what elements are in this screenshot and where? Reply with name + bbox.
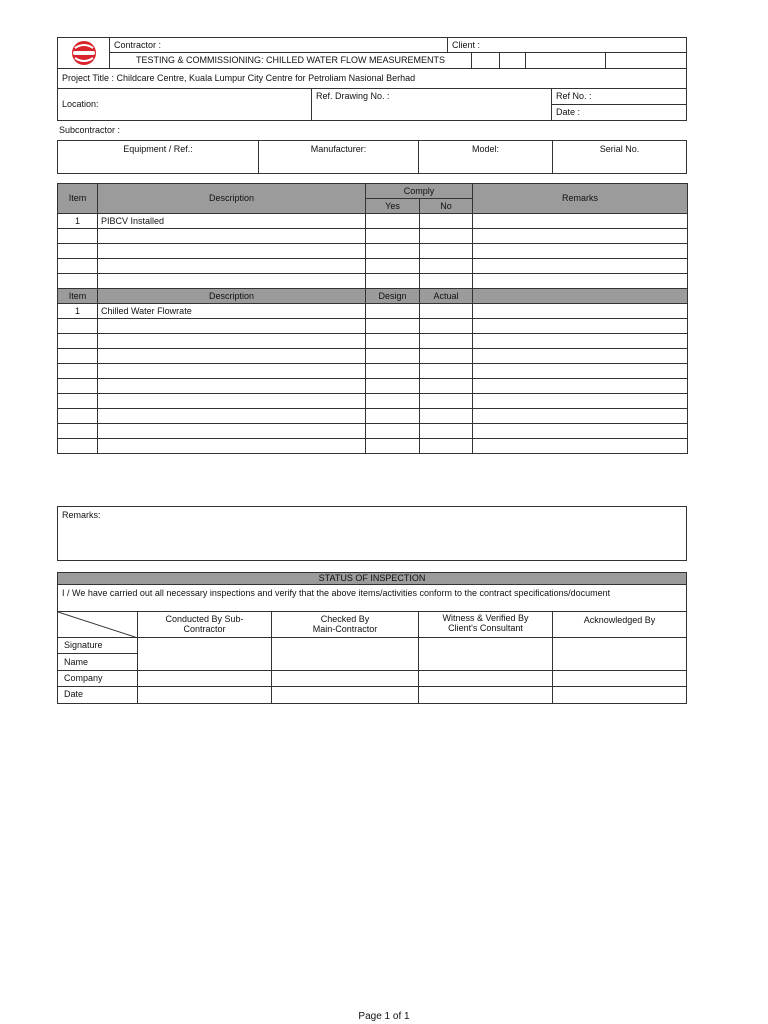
actual-cell[interactable] [420, 379, 473, 394]
actual-cell[interactable] [420, 304, 473, 319]
remarks-cell[interactable] [473, 319, 688, 334]
checked-by-line2: Main-Contractor [312, 624, 378, 634]
remarks-cell[interactable] [473, 274, 688, 289]
table-row [58, 364, 688, 379]
yes-cell[interactable] [366, 259, 420, 274]
item-cell [58, 439, 98, 454]
description-cell [98, 244, 366, 259]
header-block [57, 37, 687, 121]
item-header: Item [58, 184, 98, 214]
title-cell [526, 53, 606, 68]
checked-by-header [272, 612, 419, 638]
actual-cell[interactable] [420, 424, 473, 439]
table-row [58, 259, 688, 274]
table-row [58, 334, 688, 349]
company-label: Company [58, 671, 138, 687]
description-cell [98, 424, 366, 439]
item-cell [58, 379, 98, 394]
flow-body [58, 304, 688, 454]
diagonal-cell [58, 612, 138, 638]
description-cell [98, 259, 366, 274]
table-row [58, 304, 688, 319]
table-row [58, 214, 688, 229]
declaration-text: I / We have carried out all necessary inspections and verify that the above items/activities conform to the contract specifications/document [58, 585, 686, 612]
table-row [58, 394, 688, 409]
model-label: Model: [419, 141, 553, 173]
ref-no-label: Ref No. : [552, 89, 686, 105]
item-cell [58, 394, 98, 409]
table-row [58, 439, 688, 454]
remarks-cell[interactable] [473, 334, 688, 349]
item-cell: 1 [58, 214, 98, 229]
company-logo [58, 38, 110, 68]
remarks-cell[interactable] [473, 244, 688, 259]
remarks-label: Remarks: [62, 510, 101, 520]
flow-remarks-header [473, 289, 688, 304]
item-cell [58, 259, 98, 274]
actual-cell[interactable] [420, 349, 473, 364]
description-cell: Chilled Water Flowrate [98, 304, 366, 319]
contractor-label: Contractor : [110, 38, 448, 53]
table-row [58, 229, 688, 244]
flow-header-row [58, 289, 688, 304]
remarks-cell[interactable] [473, 379, 688, 394]
design-cell[interactable] [366, 424, 420, 439]
description-cell [98, 319, 366, 334]
checklist-table [57, 183, 688, 454]
description-cell [98, 334, 366, 349]
yes-cell[interactable] [366, 229, 420, 244]
description-cell [98, 379, 366, 394]
remarks-cell[interactable] [473, 304, 688, 319]
item-cell [58, 334, 98, 349]
serial-no-label: Serial No. [599, 144, 640, 154]
form-title: TESTING & COMMISSIONING: CHILLED WATER FLOW MEASUREMENTS [110, 53, 472, 68]
company-cell[interactable] [272, 671, 419, 687]
remarks-cell[interactable] [473, 349, 688, 364]
remarks-cell[interactable] [473, 424, 688, 439]
date-row-label: Date [58, 687, 138, 703]
remarks-cell[interactable] [473, 229, 688, 244]
remarks-cell[interactable] [473, 259, 688, 274]
design-cell[interactable] [366, 334, 420, 349]
ref-drawing-label: Ref. Drawing No. : [312, 89, 552, 120]
description-cell [98, 439, 366, 454]
actual-cell[interactable] [420, 334, 473, 349]
inspection-block [57, 572, 687, 704]
table-row [58, 379, 688, 394]
logo-icon [58, 38, 110, 68]
actual-header: Actual [420, 289, 473, 304]
checklist-header-row [58, 184, 688, 199]
actual-cell[interactable] [420, 439, 473, 454]
description-cell [98, 274, 366, 289]
table-row [58, 319, 688, 334]
actual-cell[interactable] [420, 409, 473, 424]
witness-line1: Witness & Verified By [442, 613, 529, 623]
table-row [58, 349, 688, 364]
manufacturer-label: Manufacturer: [259, 141, 419, 173]
item-cell [58, 364, 98, 379]
design-header: Design [366, 289, 420, 304]
yes-cell[interactable] [366, 244, 420, 259]
date-cell[interactable] [272, 687, 419, 703]
design-cell[interactable] [366, 394, 420, 409]
acknowledged-by-header: Acknowledged By [553, 612, 686, 638]
actual-cell[interactable] [420, 394, 473, 409]
remarks-header: Remarks [473, 184, 688, 214]
design-cell[interactable] [366, 364, 420, 379]
signature-cell[interactable] [553, 638, 686, 671]
date-label: Date : [556, 107, 581, 117]
design-cell[interactable] [366, 349, 420, 364]
design-cell[interactable] [366, 439, 420, 454]
witness-header [419, 612, 553, 638]
yes-header: Yes [366, 199, 420, 214]
description-cell [98, 394, 366, 409]
design-cell[interactable] [366, 409, 420, 424]
company-cell[interactable] [419, 671, 553, 687]
subcontractor-label: Subcontractor : [59, 125, 121, 135]
company-cell[interactable] [553, 671, 686, 687]
conducted-by-line2: Contractor [183, 624, 226, 634]
table-row [58, 424, 688, 439]
remarks-cell[interactable] [473, 409, 688, 424]
signature-label: Signature [58, 638, 138, 654]
no-cell[interactable] [420, 214, 473, 229]
item-cell [58, 349, 98, 364]
actual-cell[interactable] [420, 319, 473, 334]
title-cell [472, 53, 500, 68]
date-cell[interactable] [419, 687, 553, 703]
diagonal-line [58, 612, 138, 638]
remarks-cell[interactable] [473, 364, 688, 379]
item-cell [58, 424, 98, 439]
remarks-cell[interactable] [473, 394, 688, 409]
no-cell[interactable] [420, 229, 473, 244]
title-cell [500, 53, 526, 68]
design-cell[interactable] [366, 379, 420, 394]
design-cell[interactable] [366, 304, 420, 319]
comply-header: Comply [366, 184, 473, 199]
item-cell: 1 [58, 304, 98, 319]
description-cell [98, 409, 366, 424]
item-cell [58, 409, 98, 424]
name-label: Name [58, 654, 138, 671]
date-cell[interactable] [553, 687, 686, 703]
item-cell [58, 274, 98, 289]
equipment-label: Equipment / Ref.: [58, 141, 259, 173]
signature-cell[interactable] [138, 638, 272, 671]
yes-cell[interactable] [366, 214, 420, 229]
equipment-box [57, 140, 687, 174]
company-cell[interactable] [138, 671, 272, 687]
table-row [58, 274, 688, 289]
item-cell [58, 244, 98, 259]
no-cell[interactable] [420, 259, 473, 274]
table-row [58, 244, 688, 259]
project-title: Project Title : Childcare Centre, Kuala Lumpur City Centre for Petroliam Nasional Berhad [58, 68, 686, 89]
location-label: Location: [58, 89, 312, 120]
signature-cell[interactable] [272, 638, 419, 671]
description-cell [98, 349, 366, 364]
conducted-by-line1: Conducted By Sub- [165, 614, 244, 624]
remarks-cell[interactable] [473, 439, 688, 454]
status-of-inspection-title: STATUS OF INSPECTION [58, 573, 686, 585]
remarks-box[interactable] [57, 506, 687, 561]
description-cell [98, 229, 366, 244]
client-label: Client : [448, 38, 686, 53]
remarks-cell[interactable] [473, 214, 688, 229]
page-number: Page 1 of 1 [358, 1011, 410, 1022]
yes-cell[interactable] [366, 274, 420, 289]
no-cell[interactable] [420, 274, 473, 289]
item-cell [58, 229, 98, 244]
table-row [58, 409, 688, 424]
checklist-body [58, 214, 688, 289]
checked-by-line1: Checked By [320, 614, 370, 624]
signature-cell[interactable] [419, 638, 553, 671]
flow-item-header: Item [58, 289, 98, 304]
no-header: No [420, 199, 473, 214]
actual-cell[interactable] [420, 364, 473, 379]
description-cell [98, 364, 366, 379]
item-cell [58, 319, 98, 334]
conducted-by-header [138, 612, 272, 638]
design-cell[interactable] [366, 319, 420, 334]
date-cell[interactable] [138, 687, 272, 703]
no-cell[interactable] [420, 244, 473, 259]
flow-description-header: Description [98, 289, 366, 304]
witness-line2: Client's Consultant [448, 623, 523, 633]
description-cell: PIBCV Installed [98, 214, 366, 229]
description-header: Description [98, 184, 366, 214]
